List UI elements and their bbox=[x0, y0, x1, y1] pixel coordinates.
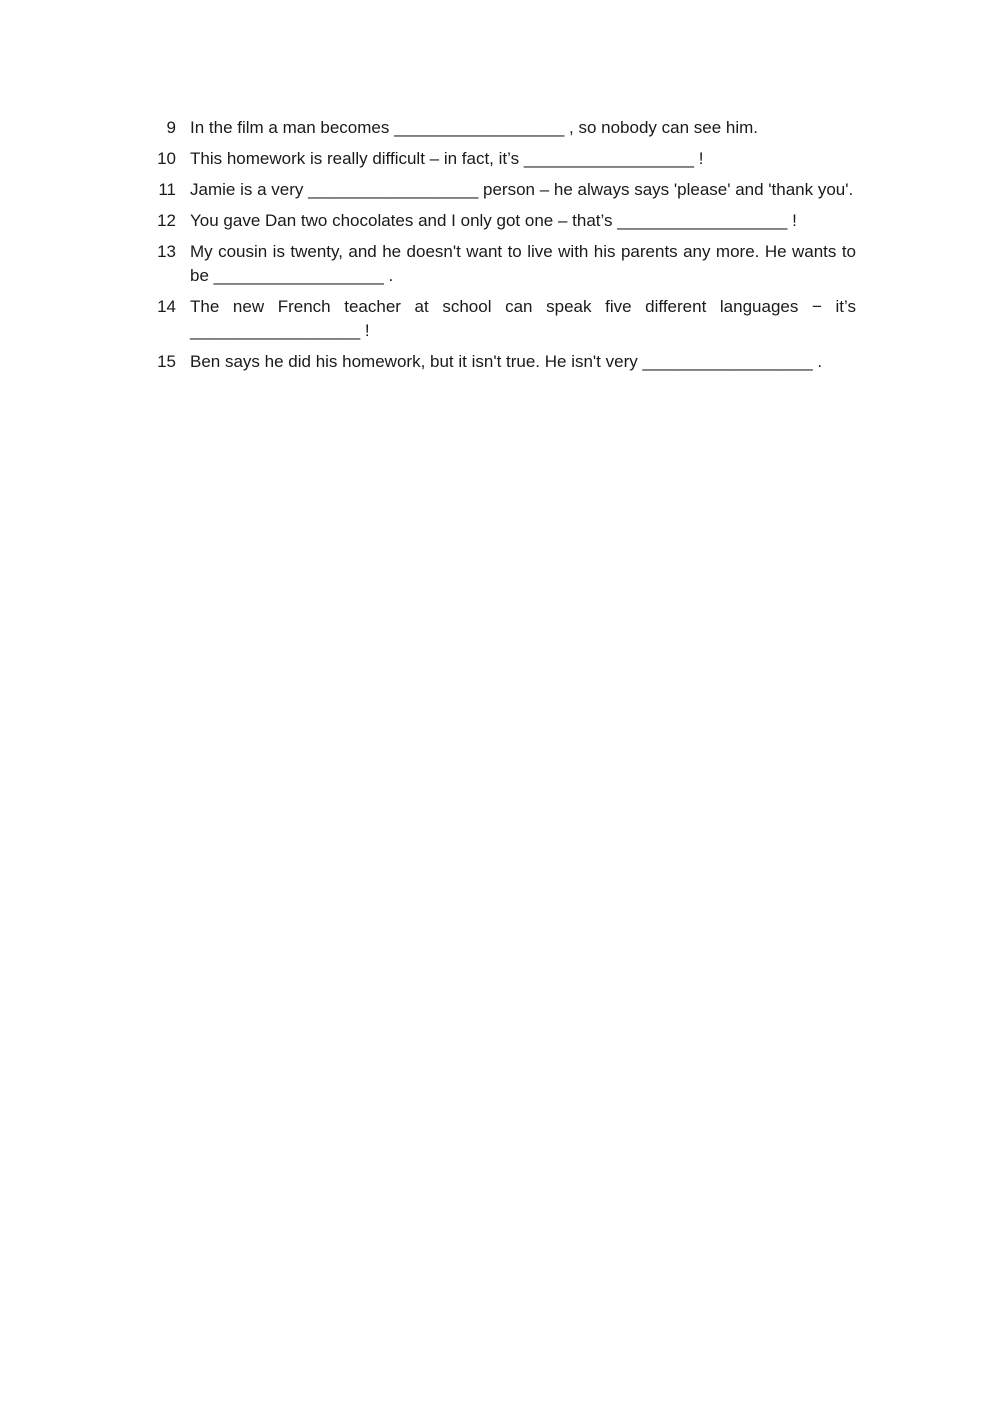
exercise-item-13 bbox=[150, 240, 856, 288]
text-before: The new French teacher at school can speak five different languages − it’s bbox=[190, 297, 856, 316]
text-before: You gave Dan two chocolates and I only got one – that’s bbox=[190, 211, 618, 230]
text-after: ! bbox=[787, 211, 797, 230]
exercise-item-15 bbox=[150, 350, 856, 374]
item-text bbox=[190, 116, 856, 140]
item-number: 9 bbox=[166, 118, 176, 137]
text-after: person – he always says 'please' and 'thank you'. bbox=[478, 180, 854, 199]
item-text bbox=[190, 209, 856, 233]
item-text bbox=[190, 295, 856, 343]
text-after: , so nobody can see him. bbox=[564, 118, 759, 137]
item-number: 13 bbox=[157, 242, 176, 261]
item-number: 15 bbox=[157, 352, 176, 371]
answer-blank[interactable]: __________________ bbox=[213, 266, 384, 285]
item-text bbox=[190, 240, 856, 288]
item-text bbox=[190, 147, 856, 171]
exercise-item-12 bbox=[150, 209, 856, 233]
answer-blank[interactable]: __________________ bbox=[642, 352, 813, 371]
answer-blank[interactable]: __________________ bbox=[190, 321, 361, 340]
text-before: My cousin is twenty, and he doesn't want to live with his parents any more. He wants to be bbox=[190, 242, 856, 285]
item-number: 10 bbox=[157, 149, 176, 168]
answer-blank[interactable]: __________________ bbox=[523, 149, 695, 168]
item-number: 12 bbox=[157, 211, 176, 230]
exercise-item-11 bbox=[150, 178, 856, 202]
text-after: ! bbox=[694, 149, 704, 168]
item-text bbox=[190, 178, 856, 202]
item-number: 14 bbox=[157, 297, 176, 316]
exercise-list bbox=[150, 116, 856, 381]
text-before: This homework is really difficult – in fact, it’s bbox=[190, 149, 524, 168]
text-after: . bbox=[812, 352, 823, 371]
item-number: 11 bbox=[158, 180, 176, 199]
exercise-item-10 bbox=[150, 147, 856, 171]
exercise-item-9 bbox=[150, 116, 856, 140]
text-after: ! bbox=[360, 321, 370, 340]
text-after: . bbox=[383, 266, 394, 285]
text-before: Ben says he did his homework, but it isn't true. He isn't very bbox=[190, 352, 643, 371]
exercise-item-14 bbox=[150, 295, 856, 343]
text-before: In the film a man becomes bbox=[190, 118, 395, 137]
answer-blank[interactable]: __________________ bbox=[308, 180, 479, 199]
item-text bbox=[190, 350, 856, 374]
answer-blank[interactable]: __________________ bbox=[617, 211, 788, 230]
text-before: Jamie is a very bbox=[190, 180, 309, 199]
answer-blank[interactable]: __________________ bbox=[394, 118, 565, 137]
